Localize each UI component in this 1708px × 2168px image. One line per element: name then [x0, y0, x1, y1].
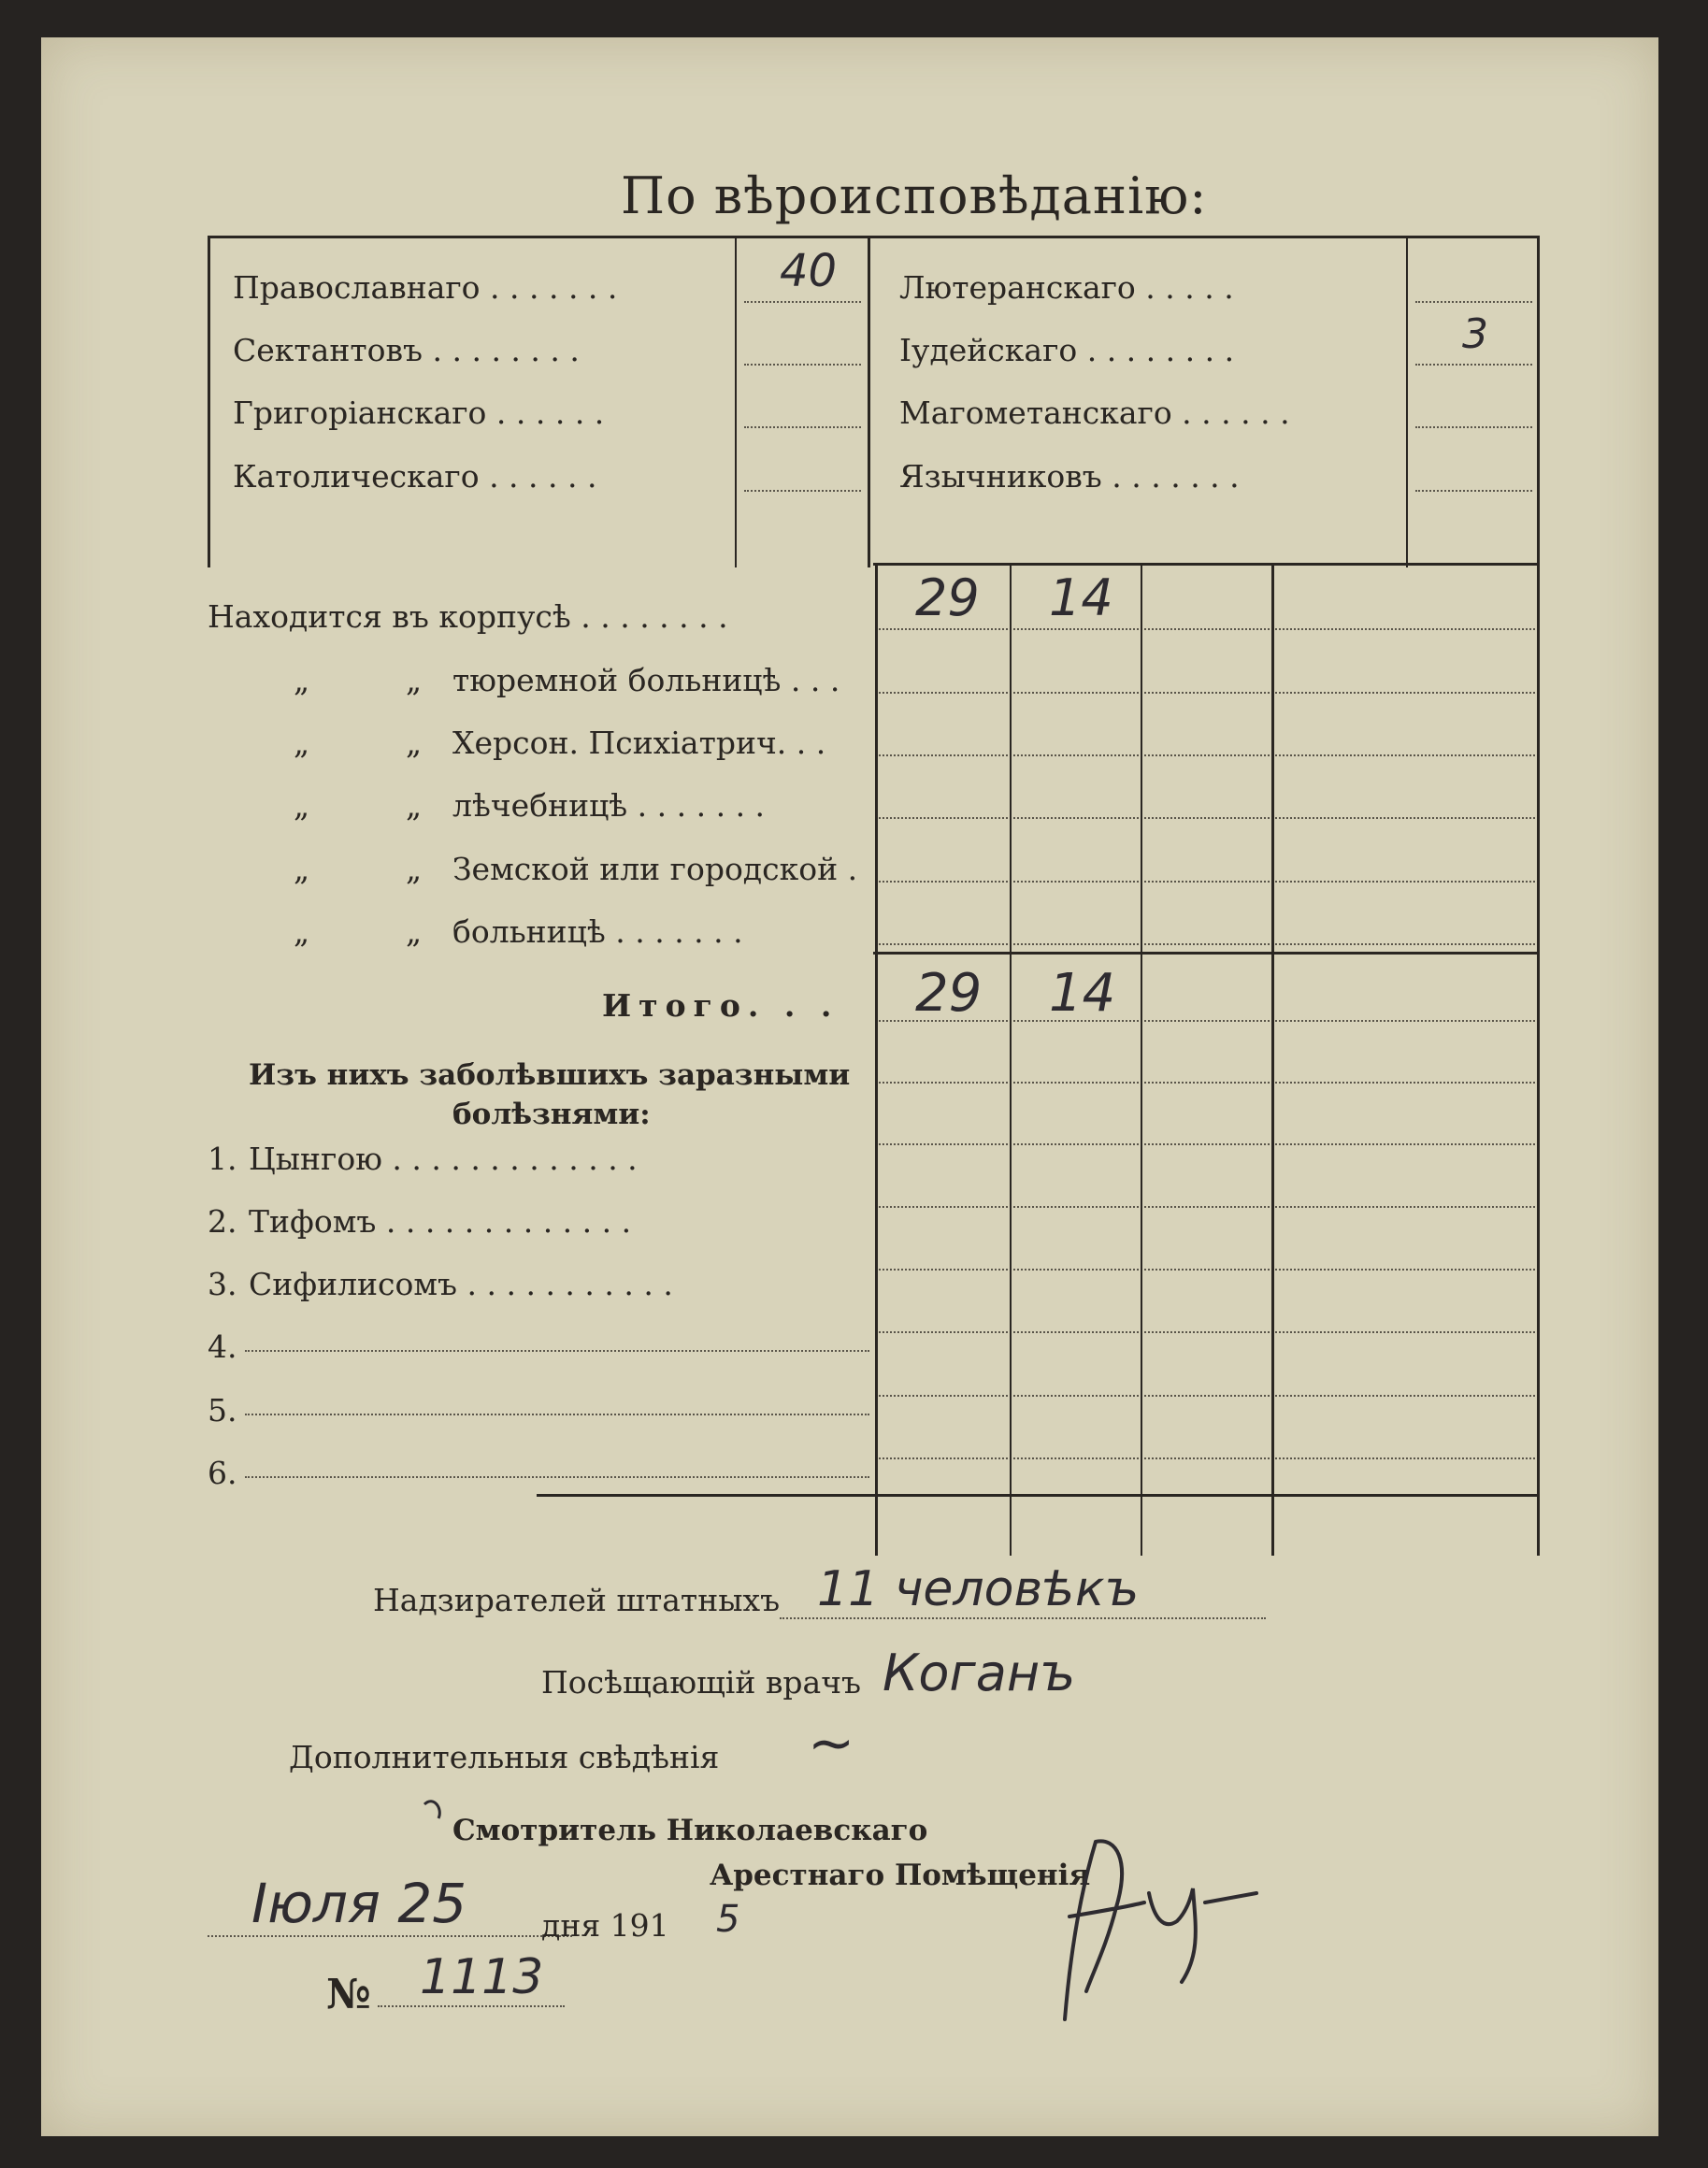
disease-item-1-label: Цынгою . . . . . . . . . . . . . [249, 1141, 638, 1177]
location-row-5-prefix1: „ [294, 851, 310, 887]
disease-item-4-num: 4. [208, 1328, 237, 1365]
table-cell-line-29 [1013, 1082, 1139, 1084]
table-cell-line-2 [1144, 628, 1270, 630]
table-cell-line-1 [1013, 628, 1139, 630]
religion-left-value-line-4 [744, 490, 861, 492]
table-cell-line-0 [879, 628, 1008, 630]
table-cell-line-53 [1013, 1457, 1139, 1459]
table-cell-line-55 [1275, 1457, 1535, 1459]
table-cell-line-35 [1275, 1143, 1535, 1145]
table-cell-line-13 [1013, 817, 1139, 819]
disease-item-6-num: 6. [208, 1455, 237, 1491]
doctor-value: Коганъ [883, 1644, 1076, 1702]
disease-item-1-num: 1. [208, 1141, 237, 1177]
date-line [208, 1935, 572, 1937]
table-cell-line-26 [1144, 1020, 1270, 1022]
table-cell-line-22 [1144, 943, 1270, 945]
disease-bottom-rule [537, 1494, 1540, 1497]
religion-table-middle-border [868, 236, 870, 567]
disease-item-3-label: Сифилисомъ . . . . . . . . . . . [249, 1266, 673, 1302]
document-page [41, 37, 1658, 2136]
table-cell-line-43 [1275, 1269, 1535, 1271]
religion-left-value-line-2 [744, 364, 861, 366]
location-row-1-value-2: 14 [1049, 568, 1113, 627]
disease-item-4-line [245, 1350, 869, 1352]
number-label: № [326, 1971, 371, 2018]
religion-table-divider-left [735, 236, 737, 567]
religion-right-label-2: Іудейскаго . . . . . . . . [899, 332, 1235, 368]
location-subtotal-rule [873, 952, 1540, 955]
table-cell-line-44 [879, 1331, 1008, 1333]
disease-item-2-label: Тифомъ . . . . . . . . . . . . . [249, 1203, 632, 1240]
location-row-4-prefix1: „ [294, 787, 310, 824]
location-row-4-label: лѣчебницѣ . . . . . . . [452, 787, 766, 824]
table-cell-line-34 [1144, 1143, 1270, 1145]
total-value-1: 29 [915, 963, 983, 1024]
table-cell-line-14 [1144, 817, 1270, 819]
table-cell-line-3 [1275, 628, 1535, 630]
location-row-4-prefix2: „ [406, 787, 423, 824]
table-cell-line-6 [1144, 692, 1270, 694]
location-row-3-label: Херсон. Психіатрич. . . [452, 725, 826, 761]
table-cell-line-17 [1013, 881, 1139, 883]
date-label: дня 191 [541, 1907, 669, 1944]
doctor-label: Посѣщающій врачъ [541, 1664, 862, 1701]
location-row-1-value-1: 29 [915, 568, 980, 627]
extra-info-label: Дополнительныя свѣдѣнія [289, 1739, 720, 1775]
table-cell-line-10 [1144, 754, 1270, 756]
disease-item-5-line [245, 1414, 869, 1415]
location-row-1-label: Находится въ корпусѣ . . . . . . . . [208, 598, 728, 635]
location-table-col-border-4 [1271, 563, 1274, 1556]
table-cell-line-30 [1144, 1082, 1270, 1084]
religion-right-value-line-3 [1415, 426, 1532, 428]
table-cell-line-38 [1144, 1206, 1270, 1208]
religion-left-value-line-3 [744, 426, 861, 428]
table-cell-line-19 [1275, 881, 1535, 883]
table-cell-line-48 [879, 1395, 1008, 1397]
religion-right-label-1: Лютеранскаго . . . . . [899, 269, 1234, 306]
table-cell-line-49 [1013, 1395, 1139, 1397]
table-cell-line-46 [1144, 1331, 1270, 1333]
location-table-col-border-1 [875, 563, 878, 1556]
location-row-5-prefix2: „ [406, 851, 423, 887]
religion-right-label-3: Магометанскаго . . . . . . [899, 395, 1290, 431]
location-row-6-prefix1: „ [294, 913, 310, 950]
wardens-value: 11 человѣкъ [817, 1561, 1140, 1617]
table-cell-line-42 [1144, 1269, 1270, 1271]
table-cell-line-50 [1144, 1395, 1270, 1397]
wardens-label: Надзирателей штатныхъ [373, 1582, 781, 1618]
table-cell-line-51 [1275, 1395, 1535, 1397]
table-cell-line-9 [1013, 754, 1139, 756]
religion-right-value-line-1 [1415, 301, 1532, 303]
religion-right-label-4: Язычниковъ . . . . . . . [899, 458, 1240, 495]
table-cell-line-27 [1275, 1020, 1535, 1022]
extra-info-value: ~ [808, 1711, 855, 1776]
location-row-3-prefix2: „ [406, 725, 423, 761]
table-cell-line-37 [1013, 1206, 1139, 1208]
religion-table-left-border [208, 236, 210, 567]
religion-table-right-border [1537, 236, 1540, 567]
number-line [378, 2005, 565, 2007]
table-cell-line-54 [1144, 1457, 1270, 1459]
table-cell-line-40 [879, 1269, 1008, 1271]
religion-left-label-1: Православнаго . . . . . . . [233, 269, 618, 306]
table-cell-line-52 [879, 1457, 1008, 1459]
table-cell-line-20 [879, 943, 1008, 945]
table-cell-line-28 [879, 1082, 1008, 1084]
location-row-2-label: тюремной больницѣ . . . [452, 662, 840, 698]
table-cell-line-39 [1275, 1206, 1535, 1208]
religion-right-value-2: 3 [1462, 310, 1488, 358]
location-table-col-border-3 [1141, 563, 1142, 1556]
table-cell-line-47 [1275, 1331, 1535, 1333]
section-heading: По вѣроисповѣданію: [621, 166, 1208, 225]
disease-heading-line1: Изъ нихъ заболѣвшихъ заразными [249, 1058, 851, 1092]
table-cell-line-7 [1275, 692, 1535, 694]
signer-line1: Смотритель Николаевскаго [452, 1814, 928, 1847]
religion-left-value-line-1 [744, 301, 861, 303]
table-cell-line-4 [879, 692, 1008, 694]
disease-item-3-num: 3. [208, 1266, 237, 1302]
disease-item-5-num: 5. [208, 1392, 237, 1429]
year-digit: 5 [716, 1898, 740, 1941]
total-label: Итого. . . [602, 987, 840, 1024]
total-value-2: 14 [1049, 963, 1116, 1024]
location-row-2-prefix1: „ [294, 662, 310, 698]
table-cell-line-36 [879, 1206, 1008, 1208]
table-cell-line-21 [1013, 943, 1139, 945]
religion-left-label-2: Сектантовъ . . . . . . . . [233, 332, 580, 368]
disease-item-6-line [245, 1476, 869, 1478]
table-cell-line-15 [1275, 817, 1535, 819]
location-table-top-border [873, 563, 1540, 566]
table-cell-line-5 [1013, 692, 1139, 694]
signer-line2: Арестнаго Помѣщенія [710, 1859, 1091, 1892]
table-cell-line-12 [879, 817, 1008, 819]
location-row-5-label: Земской или городской . [452, 851, 858, 887]
location-row-2-prefix2: „ [406, 662, 423, 698]
table-cell-line-18 [1144, 881, 1270, 883]
religion-right-value-line-4 [1415, 490, 1532, 492]
religion-table-top-border [208, 236, 1540, 238]
table-cell-line-23 [1275, 943, 1535, 945]
disease-heading-line2: болѣзнями: [452, 1098, 651, 1131]
religion-left-label-3: Григоріанскаго . . . . . . [233, 395, 605, 431]
wardens-line [780, 1617, 1266, 1619]
table-cell-line-31 [1275, 1082, 1535, 1084]
location-row-6-label: больницѣ . . . . . . . [452, 913, 743, 950]
location-table-col-border-5 [1537, 563, 1540, 1556]
location-row-6-prefix2: „ [406, 913, 423, 950]
date-handwritten: Іюля 25 [251, 1872, 467, 1935]
table-cell-line-45 [1013, 1331, 1139, 1333]
religion-left-label-4: Католическаго . . . . . . [233, 458, 597, 495]
location-row-3-prefix1: „ [294, 725, 310, 761]
number-value: 1113 [420, 1949, 544, 2005]
table-cell-line-11 [1275, 754, 1535, 756]
table-cell-line-16 [879, 881, 1008, 883]
table-cell-line-8 [879, 754, 1008, 756]
religion-table-divider-right [1406, 236, 1408, 567]
table-cell-line-41 [1013, 1269, 1139, 1271]
religion-right-value-line-2 [1415, 364, 1532, 366]
location-table-col-border-2 [1010, 563, 1012, 1556]
religion-left-value-1: 40 [780, 245, 838, 297]
disease-item-2-num: 2. [208, 1203, 237, 1240]
table-cell-line-33 [1013, 1143, 1139, 1145]
table-cell-line-32 [879, 1143, 1008, 1145]
